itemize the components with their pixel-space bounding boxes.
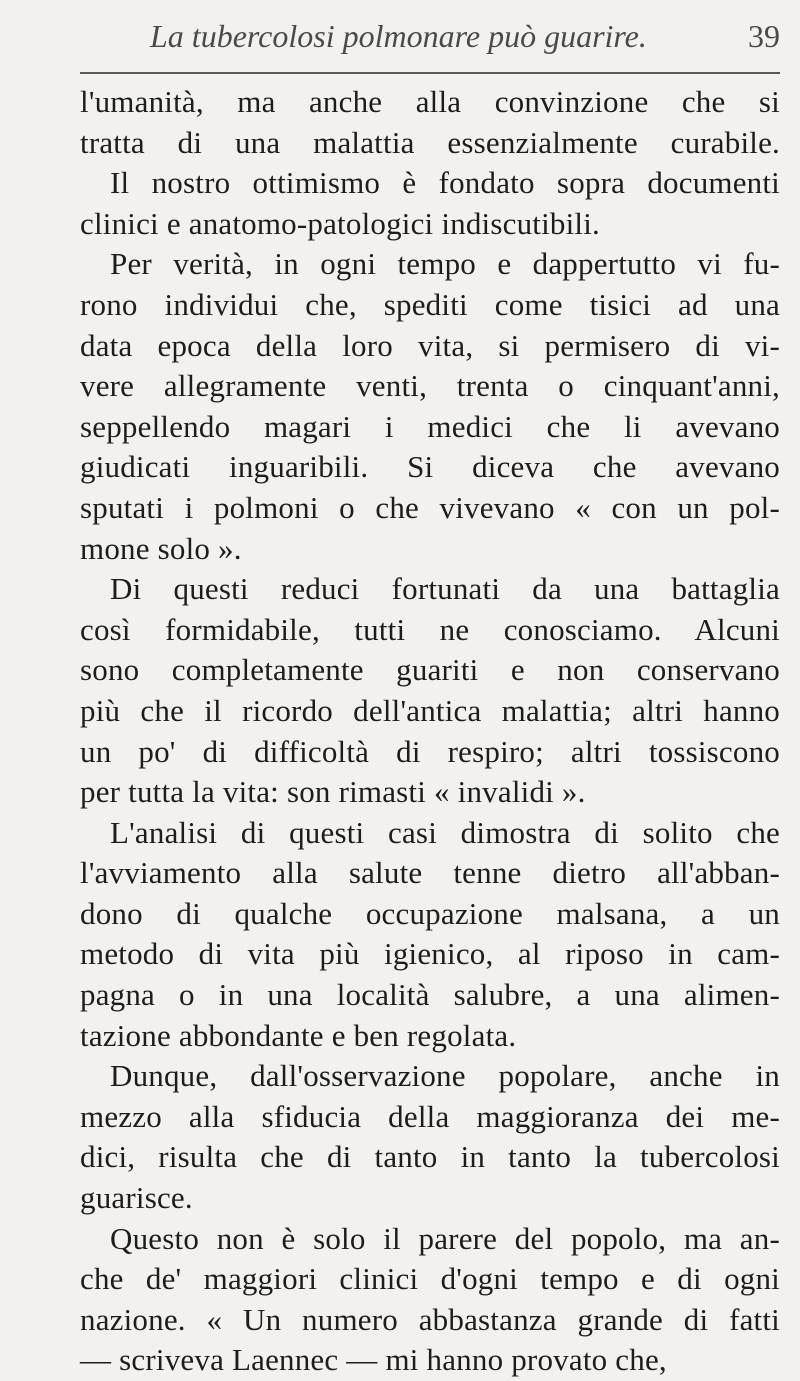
header-rule: [80, 72, 780, 74]
text-line: mone solo ».: [80, 530, 242, 566]
text-line: guarisce.: [80, 1180, 193, 1216]
text-line: clinici e anatomo-patologici indiscutibili.: [80, 205, 600, 241]
text-line: Il nostro ottimismo è fondato sopra documenti: [110, 165, 780, 201]
text-line: Questo non è solo il parere del popolo, ma an-: [110, 1220, 780, 1256]
page-number: 39: [748, 18, 780, 54]
text-line: l'umanità, ma anche alla convinzione che si: [80, 84, 780, 119]
text-line: tratta di una malattia essenzialmente curabile.: [80, 124, 780, 160]
text-line: che de' maggiori clinici d'ogni tempo e di ogni: [80, 1261, 780, 1297]
text-line: metodo di vita più igienico, al riposo in cam-: [80, 936, 780, 972]
text-line: Per verità, in ogni tempo e dappertutto vi fu-: [110, 246, 780, 282]
text-line: sono completamente guariti e non conservano: [80, 652, 780, 688]
running-title: La tubercolosi polmonare può guarire.: [150, 18, 647, 54]
text-line: più che il ricordo dell'antica malattia; altri hanno: [80, 692, 780, 728]
text-line: dono di qualche occupazione malsana, a un: [80, 895, 780, 931]
text-line: giudicati inguaribili. Si diceva che avevano: [80, 449, 780, 485]
text-line: vere allegramente venti, trenta o cinquant'anni,: [80, 368, 780, 404]
text-line: Dunque, dall'osservazione popolare, anche in: [110, 1058, 780, 1094]
text-line: nazione. « Un numero abbastanza grande di fatti: [80, 1301, 780, 1337]
text-line: Di questi reduci fortunati da una battaglia: [110, 571, 780, 607]
text-line: tazione abbondante e ben regolata.: [80, 1017, 517, 1053]
text-line: seppellendo magari i medici che li avevano: [80, 408, 780, 444]
text-line: — scriveva Laennec — mi hanno provato che,: [80, 1342, 667, 1378]
text-line: l'avviamento alla salute tenne dietro all'abban-: [80, 855, 780, 891]
text-line: pagna o in una località salubre, a una alimen-: [80, 977, 780, 1013]
text-line: data epoca della loro vita, si permisero di vi-: [80, 327, 780, 363]
text-line: dici, risulta che di tanto in tanto la tubercolosi: [80, 1139, 780, 1175]
text-line: L'analisi di questi casi dimostra di solito che: [110, 814, 780, 850]
text-line: sputati i polmoni o che vivevano « con un pol-: [80, 489, 780, 525]
text-line: per tutta la vita: son rimasti « invalidi ».: [80, 774, 586, 810]
body-text: [80, 82, 780, 1381]
text-line: un po' di difficoltà di respiro; altri tossiscono: [80, 733, 780, 769]
text-line: mezzo alla sfiducia della maggioranza dei me-: [80, 1098, 780, 1134]
text-line: così formidabile, tutti ne conosciamo. Alcuni: [80, 611, 780, 647]
text-line: rono individui che, spediti come tisici ad una: [80, 286, 780, 322]
